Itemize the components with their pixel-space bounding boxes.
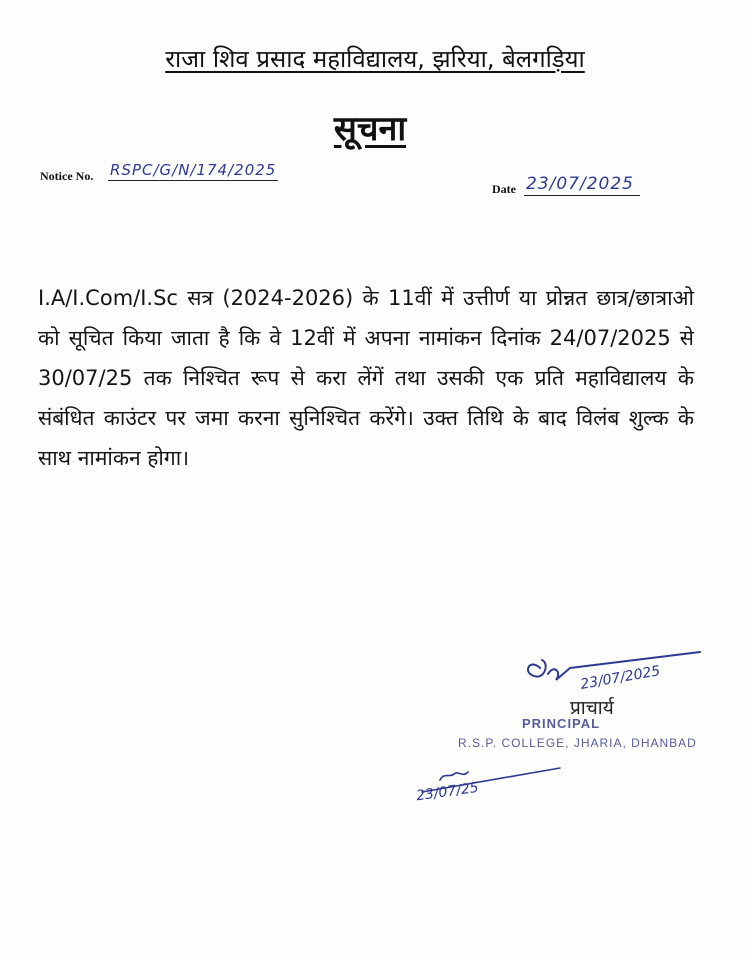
- signature-date: 23/07/2025: [579, 663, 662, 693]
- notice-no-value: RSPC/G/N/174/2025: [110, 161, 277, 179]
- stamp-principal: PRINCIPAL: [522, 716, 601, 731]
- college-name: राजा शिव प्रसाद महाविद्यालय, झरिया, बेलगड़िया: [165, 45, 585, 73]
- notice-no-label: Notice No.: [40, 169, 94, 183]
- stamp-college: R.S.P. COLLEGE, JHARIA, DHANBAD: [458, 736, 697, 750]
- notice-body: I.A/I.Com/I.Sc सत्र (2024-2026) के 11वीं में उत्तीर्ण या प्रोन्नत छात्र/छात्राओ को सूचित किया जाता है कि वे 12वीं में अपना नामांकन दिनांक 24/07/2025 से 30/07/25 तक निश्चित रूप से करा लेंगें तथा उसकी एक प्रति महाविद्यालय के संबंधित काउंटर पर जमा करना सुनिश्चित करेंगे। उक्त तिथि के बाद विलंब शुल्क के साथ नामांकन होगा।: [38, 286, 694, 470]
- endorsement-date: 23/07/25: [415, 779, 480, 805]
- date-label: Date: [492, 182, 516, 196]
- date-value: 23/07/2025: [524, 174, 640, 196]
- principal-designation: प्राचार्य: [570, 697, 614, 719]
- endorsement-block: [410, 762, 570, 822]
- notice-heading: सूचना: [333, 109, 407, 149]
